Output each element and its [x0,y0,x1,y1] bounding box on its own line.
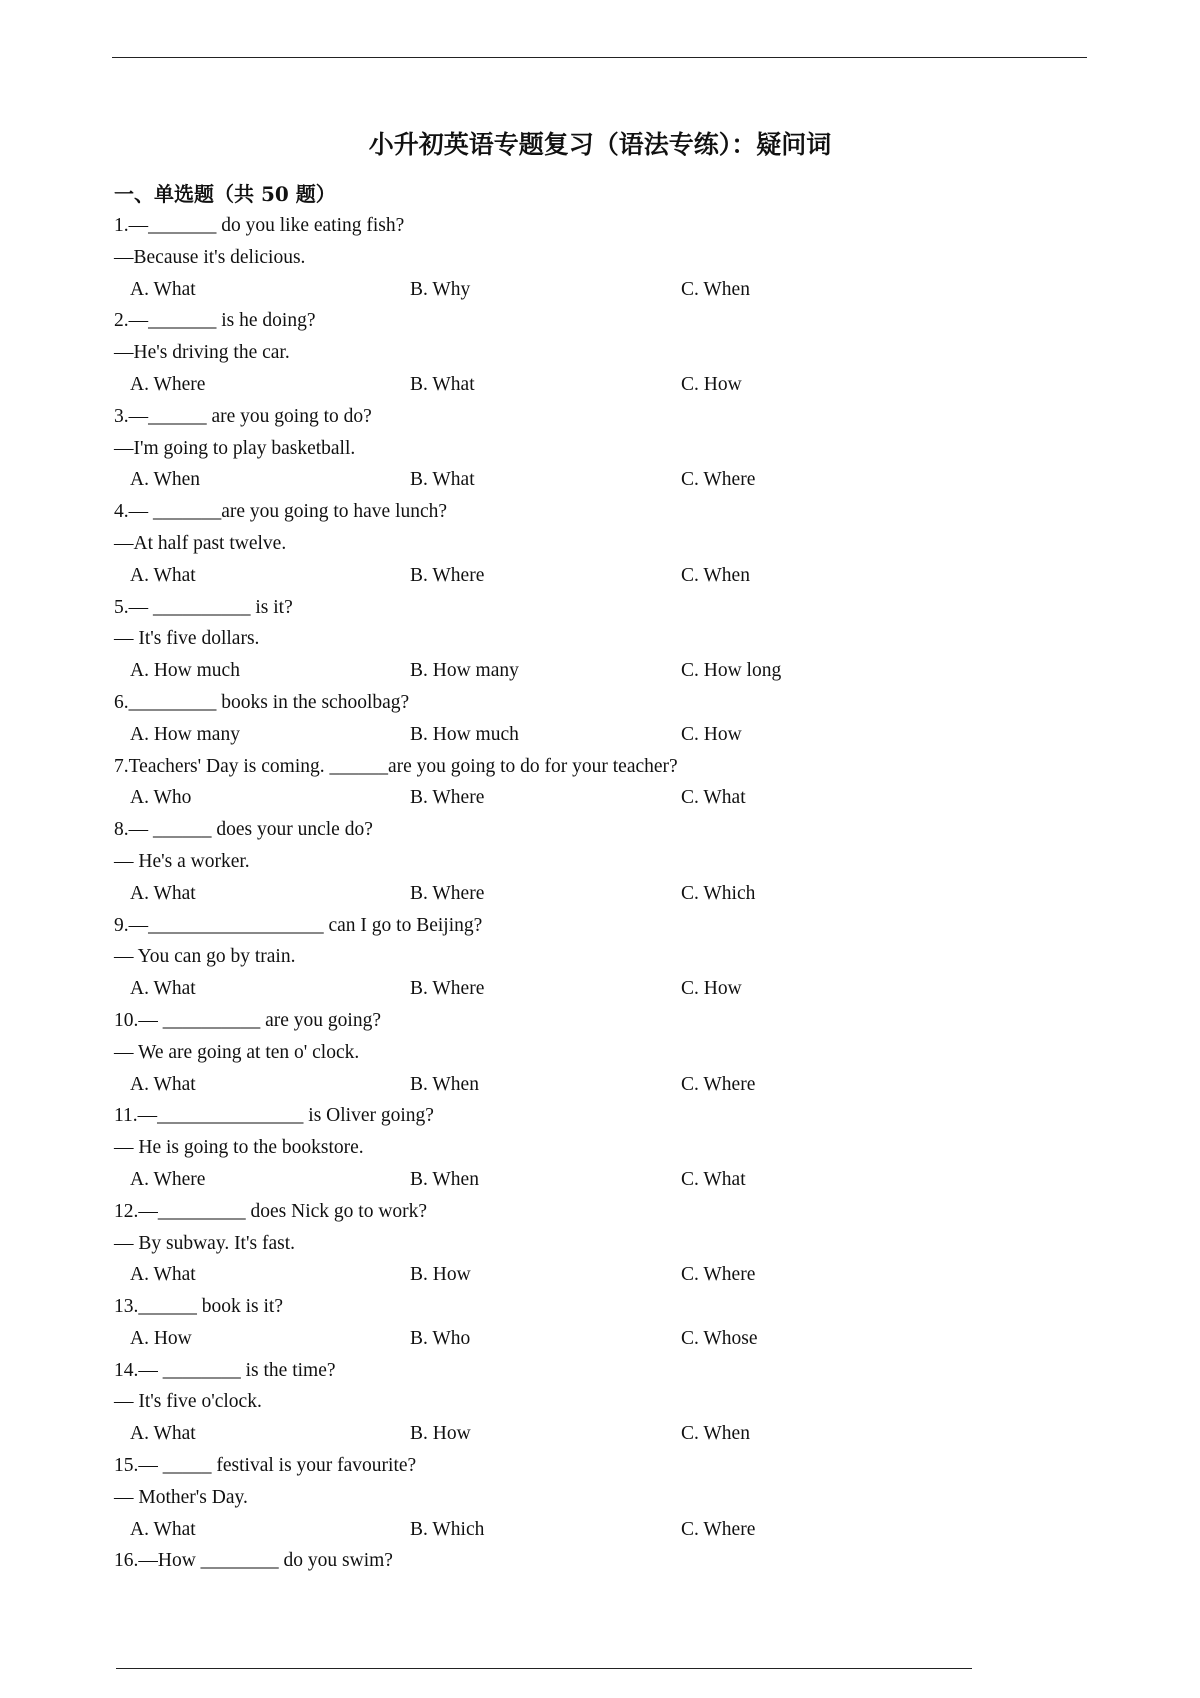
question-3 [114,401,1074,496]
option-c: C. When [681,1423,750,1445]
option-b: B. When [410,1073,479,1095]
option-b: B. Where [410,787,485,809]
question-2 [114,305,1074,400]
question-15 [114,1450,1074,1545]
option-c: C. How [681,723,742,745]
question-answer-line: — It's five dollars. [114,628,260,650]
option-a: A. How much [130,660,240,682]
question-stem: 3.—______ are you going to do? [114,405,372,427]
option-a: A. What [130,1518,196,1540]
question-stem: 6._________ books in the schoolbag? [114,691,410,713]
question-answer-line: — You can go by train. [114,946,296,968]
option-b: B. Where [410,978,485,1000]
question-14 [114,1355,1074,1450]
question-list [114,210,1074,1577]
option-b: B. What [410,373,475,395]
options-row [114,560,1074,592]
option-c: C. Where [681,1518,756,1540]
options-row [114,1164,1074,1196]
question-4 [114,496,1074,591]
options-row [114,655,1074,687]
options-row [114,878,1074,910]
options-row [114,1069,1074,1101]
option-a: A. Where [130,1168,206,1190]
page-title: 小升初英语专题复习（语法专练）：疑问词 [368,130,832,159]
option-a: A. When [130,469,201,491]
options-row [114,464,1074,496]
question-stem: 4.— _______are you going to have lunch? [114,501,448,523]
footer-rule [116,1668,972,1669]
options-row [114,1514,1074,1546]
option-a: A. How [130,1327,192,1349]
question-stem: 15.— _____ festival is your favourite? [114,1455,417,1477]
question-9 [114,910,1074,1005]
option-c: C. What [681,1168,746,1190]
question-10 [114,1005,1074,1100]
question-6 [114,687,1074,751]
question-1 [114,210,1074,305]
question-5 [114,592,1074,687]
option-b: B. How [410,1264,471,1286]
question-answer-line: —I'm going to play basketball. [114,437,356,459]
option-c: C. Which [681,882,756,904]
question-answer-line: — He's a worker. [114,850,250,872]
options-row [114,782,1074,814]
question-stem: 16.—How ________ do you swim? [114,1550,393,1572]
option-b: B. How [410,1423,471,1445]
option-c: C. Where [681,469,756,491]
option-b: B. Which [410,1518,485,1540]
option-b: B. Why [410,278,471,300]
option-a: A. How many [130,723,240,745]
question-8 [114,814,1074,909]
header-rule [112,57,1087,58]
question-stem: 8.— ______ does your uncle do? [114,819,373,841]
option-c: C. When [681,278,750,300]
question-stem: 9.—__________________ can I go to Beijing? [114,914,483,936]
option-a: A. What [130,564,196,586]
question-answer-line: — We are going at ten o' clock. [114,1041,360,1063]
question-stem: 13.______ book is it? [114,1296,283,1318]
question-stem: 10.— __________ are you going? [114,1009,382,1031]
question-16 [114,1545,1074,1577]
option-a: A. What [130,882,196,904]
option-b: B. How much [410,723,519,745]
question-11 [114,1100,1074,1195]
option-a: A. What [130,978,196,1000]
options-row [114,1259,1074,1291]
question-answer-line: — Mother's Day. [114,1486,248,1508]
question-7 [114,751,1074,815]
option-c: C. When [681,564,750,586]
question-answer-line: —At half past twelve. [114,532,287,554]
options-row [114,1418,1074,1450]
option-c: C. How [681,373,742,395]
options-row [114,719,1074,751]
question-answer-line: — It's five o'clock. [114,1391,262,1413]
option-a: A. Who [130,787,192,809]
option-b: B. Where [410,882,485,904]
option-c: C. How long [681,660,782,682]
question-answer-line: — He is going to the bookstore. [114,1137,364,1159]
option-c: C. How [681,978,742,1000]
section-heading: 一、单选题（共 50 题） [114,182,336,206]
question-stem: 12.—_________ does Nick go to work? [114,1200,428,1222]
option-a: A. Where [130,373,206,395]
question-13 [114,1291,1074,1355]
option-c: C. Whose [681,1327,758,1349]
option-b: B. When [410,1168,479,1190]
question-answer-line: — By subway. It's fast. [114,1232,295,1254]
option-b: B. Who [410,1327,471,1349]
question-stem: 11.—_______________ is Oliver going? [114,1105,434,1127]
question-stem: 14.— ________ is the time? [114,1359,336,1381]
option-a: A. What [130,1423,196,1445]
question-answer-line: —He's driving the car. [114,342,290,364]
question-stem: 2.—_______ is he doing? [114,310,316,332]
option-b: B. What [410,469,475,491]
option-c: C. Where [681,1264,756,1286]
question-stem: 7.Teachers' Day is coming. ______are you going to do for your teacher? [114,755,678,777]
option-c: C. What [681,787,746,809]
question-stem: 1.—_______ do you like eating fish? [114,215,405,236]
options-row [114,1323,1074,1355]
options-row [114,973,1074,1005]
options-row [114,274,1074,306]
option-a: A. What [130,1264,196,1286]
option-a: A. What [130,278,196,300]
option-a: A. What [130,1073,196,1095]
option-c: C. Where [681,1073,756,1095]
option-b: B. How many [410,660,519,682]
options-row [114,369,1074,401]
question-answer-line: —Because it's delicious. [114,246,306,268]
option-b: B. Where [410,564,485,586]
question-12 [114,1196,1074,1291]
question-stem: 5.— __________ is it? [114,596,293,618]
